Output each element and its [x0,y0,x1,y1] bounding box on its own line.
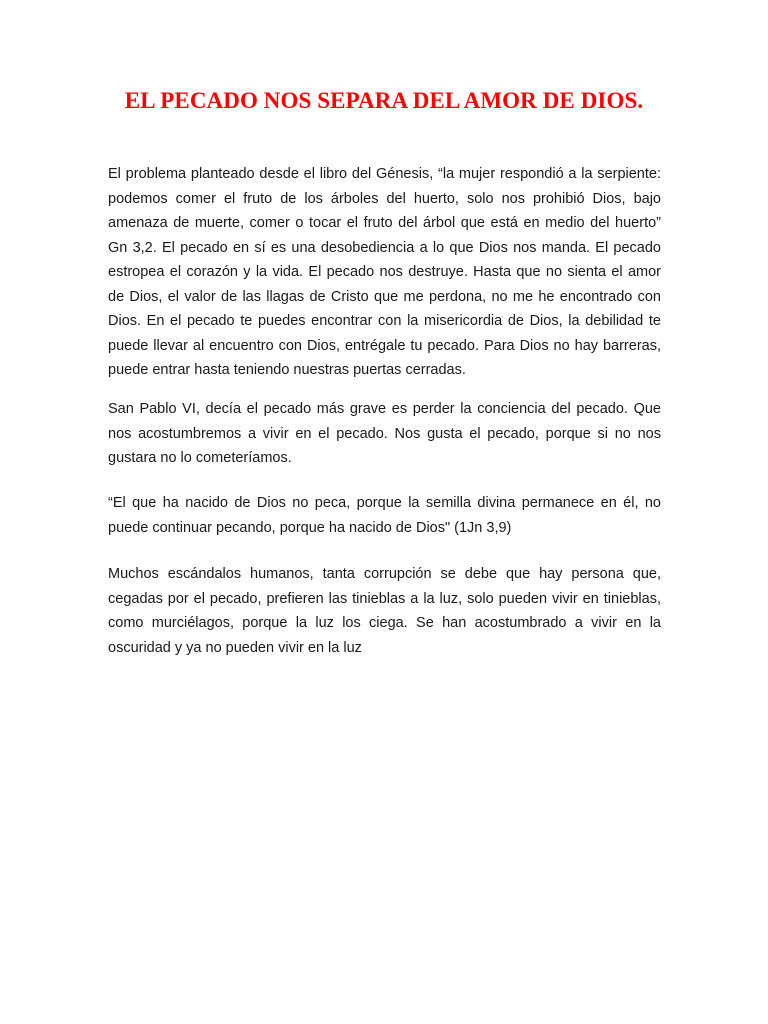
paragraph-quote-1jn: “El que ha nacido de Dios no peca, porque la semilla divina permanece en él, no puede continuar pecando, porque ha nacido de Dios" (1Jn 3,9) [108,495,661,536]
paragraph-san-pablo: San Pablo VI, decía el pecado más grave es perder la conciencia del pecado. Que nos acostumbremos a vivir en el pecado. Nos gusta el pecado, porque si no nos gustara no lo cometeríamos. [108,401,661,466]
paragraph-genesis: El problema planteado desde el libro del Génesis, “la mujer respondió a la serpiente: podemos comer el fruto de los árboles del huerto, solo nos prohibió Dios, bajo amenaza de muerte, comer o tocar el fruto del árbol que está en medio del huerto” Gn 3,2. El pecado en sí es una desobediencia a lo que Dios nos manda. El pecado estropea el corazón y la vida. El pecado nos destruye. Hasta que no sienta el amor de Dios, el valor de las llagas de Cristo que me perdona, no me he encontrado con Dios. En el pecado te puedes encontrar con la misericordia de Dios, la debilidad te puede llevar al encuentro con Dios, entrégale tu pecado. Para Dios no hay barreras, puede entrar hasta teniendo nuestras puertas cerradas. [108,166,661,378]
document-title: EL PECADO NOS SEPARA DEL AMOR DE DIOS. [124,88,644,113]
paragraph-escandalos: Muchos escándalos humanos, tanta corrupción se debe que hay persona que, cegadas por el pecado, prefieren las tinieblas a la luz, solo pueden vivir en tinieblas, como murciélagos, porque la luz los ciega. Se han acostumbrado a vivir en la oscuridad y ya no pueden vivir en la luz [108,566,661,656]
